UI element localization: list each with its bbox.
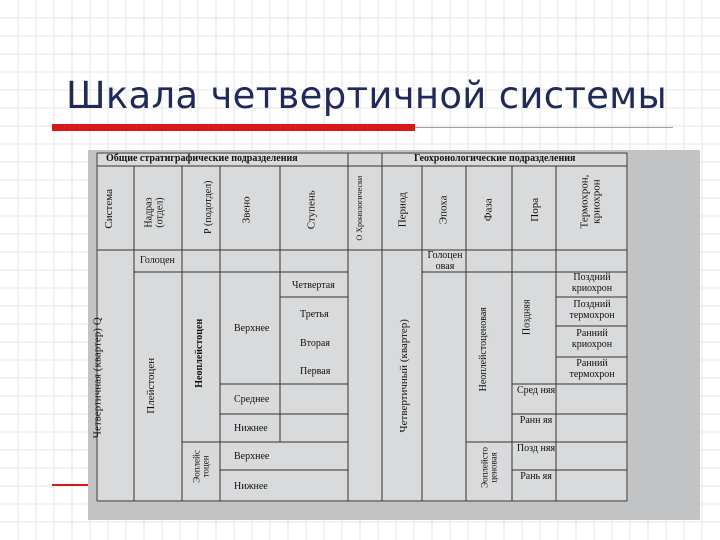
col-chrono-header: О Хронологически xyxy=(355,175,365,241)
zveno-middle: Среднее xyxy=(234,394,270,405)
slide-title: Шкала четвертичной системы xyxy=(66,74,667,117)
neopleistocene-label: Неоплейстоцен xyxy=(194,318,206,388)
eopleistocene-phase-label: Эоплейсто ценовая xyxy=(479,447,499,488)
stage-first: Первая xyxy=(300,366,331,377)
title-accent-bar xyxy=(52,124,415,131)
eo-zveno-upper: Верхнее xyxy=(234,451,270,462)
stage-fourth: Четвертая xyxy=(292,280,335,291)
eopleistocene-label: Эоплейс тоцен xyxy=(191,450,211,483)
holocene-epoch-label: Голоцен овая xyxy=(427,250,463,272)
header-stratigraphic: Общие стратиграфические подразделения xyxy=(106,153,298,164)
col-system-header: Система xyxy=(103,188,116,229)
col-season-header: Пора xyxy=(529,197,542,222)
early-season-cell: Ранн яя xyxy=(519,415,553,426)
neopleistocene-phase-label: Неоплейстоценовая xyxy=(477,307,489,392)
col-thermochron-header: Термохрон, криохрон xyxy=(578,174,602,229)
title-underline xyxy=(415,127,673,128)
col-zveno-header: Звено xyxy=(240,196,253,224)
table-sheet xyxy=(91,152,628,502)
col-phase-header: Фаза xyxy=(482,198,495,222)
header-geochronological: Геохронологические подразделения xyxy=(414,153,576,164)
stage-second: Вторая xyxy=(300,338,330,349)
col-section-header: Р (подотдел) xyxy=(202,180,214,234)
col-subsystem-header: Надраз (отдел) xyxy=(143,197,165,228)
col-epoch-header: Эпоха xyxy=(437,195,450,225)
stage-third: Третья xyxy=(300,309,329,320)
system-quaternary-label: Четвертичная (квартер) Q xyxy=(91,317,104,439)
late-season-label: Поздняя xyxy=(521,299,533,336)
eo-late-season-cell: Позд няя xyxy=(516,443,556,454)
col-stage-header: Ступень xyxy=(305,190,318,230)
col-period-header: Период xyxy=(396,192,409,228)
eo-early-season-cell: Рань яя xyxy=(520,471,552,482)
stratigraphy-table-image xyxy=(88,150,700,520)
holocene-label: Голоцен xyxy=(140,255,175,266)
zveno-upper: Верхнее xyxy=(234,323,270,334)
period-quaternary-label: Четвертичный (квартер) xyxy=(397,319,410,433)
lower-accent-mark xyxy=(52,484,92,486)
early-thermochron-cell: Ранний термохрон xyxy=(569,358,615,380)
late-thermochron-cell: Поздний термохрон xyxy=(569,299,615,321)
pleistocene-label: Плейстоцен xyxy=(145,357,158,414)
zveno-lower: Нижнее xyxy=(234,423,268,434)
early-cryochron-cell: Ранний криохрон xyxy=(571,328,613,350)
eo-zveno-lower: Нижнее xyxy=(234,481,268,492)
middle-season-cell: Сред няя xyxy=(516,385,556,396)
late-cryochron-cell: Поздний криохрон xyxy=(571,272,613,294)
